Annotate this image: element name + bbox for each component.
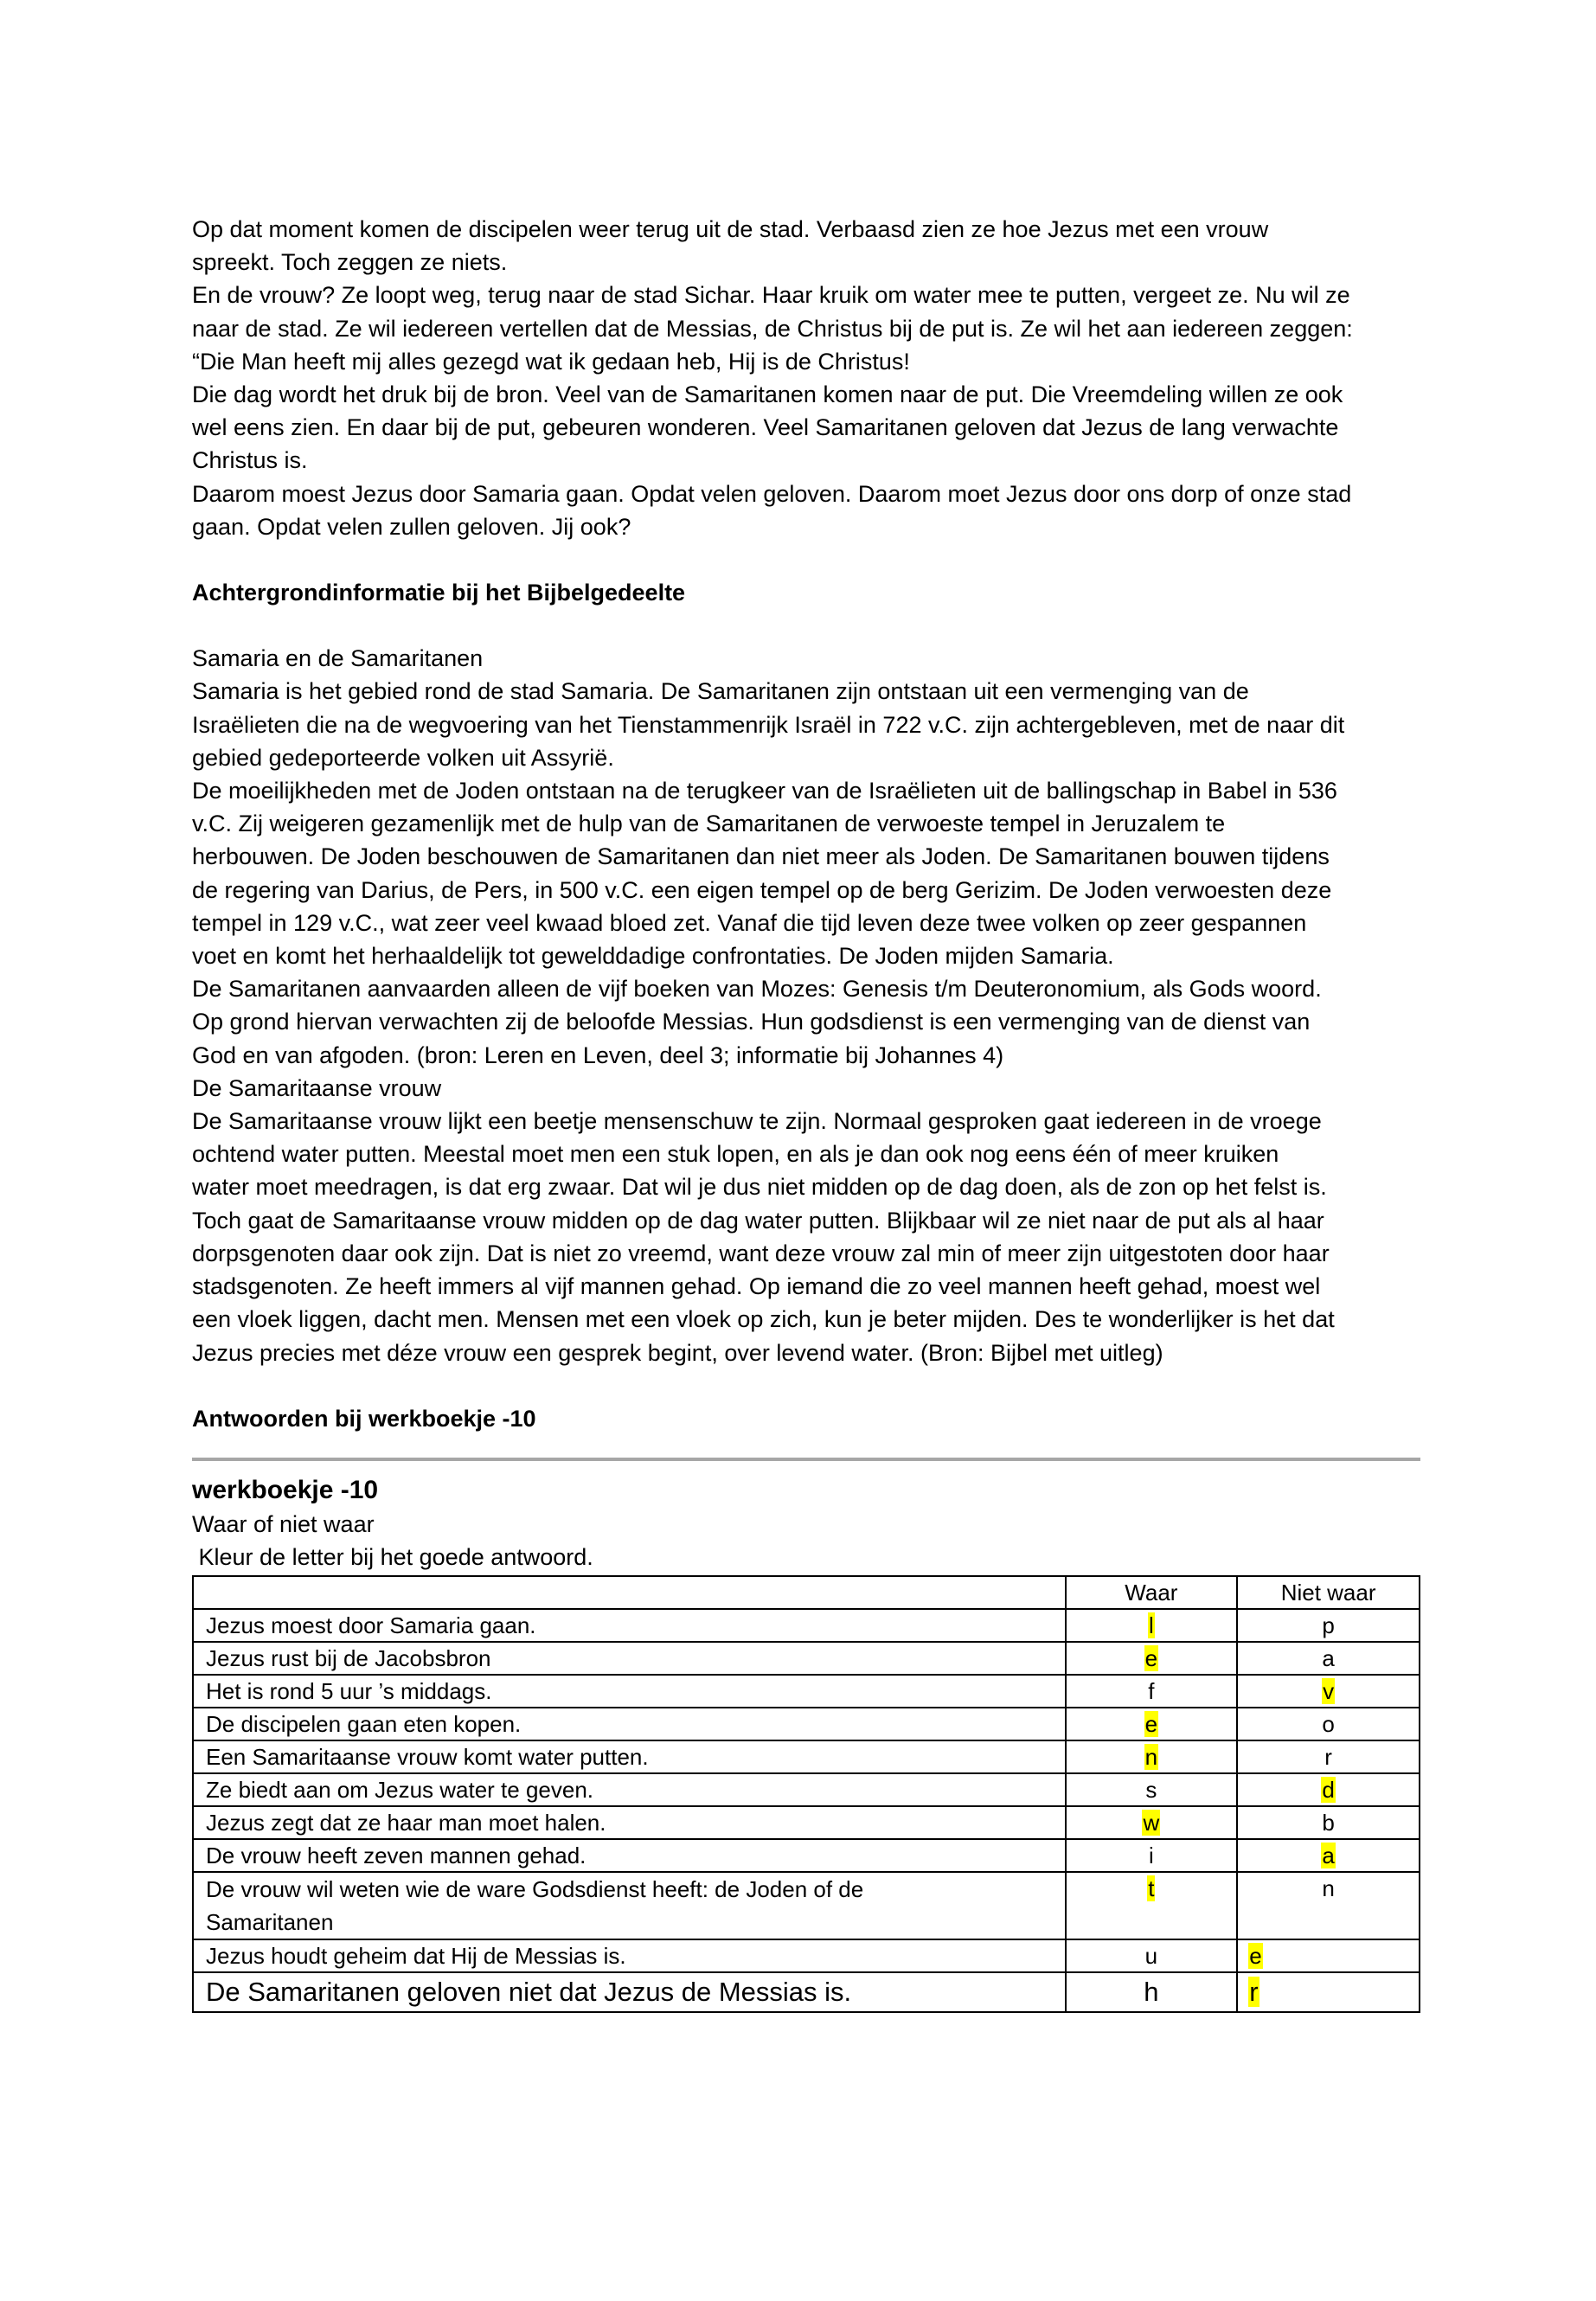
text-line: tempel in 129 v.C., wat zeer veel kwaad bloed zet. Vanaf die tijd leven deze twee volken op zeer gespannen — [192, 909, 1307, 936]
niet-waar-cell[interactable]: r — [1237, 1740, 1420, 1773]
table-row — [193, 1708, 1420, 1740]
text-line: naar de stad. Ze wil iedereen vertellen dat de Messias, de Christus bij de put is. Ze wil het aan iedereen zeggen: — [192, 315, 1353, 342]
statement-cell: De discipelen gaan eten kopen. — [193, 1708, 1066, 1740]
statement-cell — [193, 1872, 1066, 1939]
document-page — [192, 213, 1420, 2013]
statement-cell: Jezus houdt geheim dat Hij de Messias is. — [193, 1939, 1066, 1972]
niet-waar-cell[interactable]: o — [1237, 1708, 1420, 1740]
highlighted-letter: e — [1144, 1645, 1158, 1672]
text-line: Israëlieten die na de wegvoering van het Tienstammenrijk Israël in 722 v.C. zijn achtergebleven, met de naar dit — [192, 711, 1345, 738]
highlighted-letter: w — [1143, 1810, 1160, 1836]
statement-line: De vrouw wil weten wie de ware Godsdienst heeft: de Joden of de — [206, 1876, 864, 1903]
waar-cell[interactable] — [1066, 1806, 1238, 1839]
table-row — [193, 1972, 1420, 2012]
statement-cell: Jezus zegt dat ze haar man moet halen. — [193, 1806, 1066, 1839]
waar-cell[interactable] — [1066, 1872, 1238, 1939]
waar-cell[interactable]: u — [1066, 1939, 1238, 1972]
waar-cell[interactable]: f — [1066, 1675, 1238, 1708]
background-section — [192, 642, 1420, 1368]
waar-cell[interactable]: h — [1066, 1972, 1238, 2012]
text-line: Daarom moest Jezus door Samaria gaan. Opdat velen geloven. Daarom moet Jezus door ons dorp of onze stad — [192, 480, 1352, 507]
statement-cell: Jezus moest door Samaria gaan. — [193, 1609, 1066, 1642]
text-line: Die dag wordt het druk bij de bron. Veel van de Samaritanen komen naar de put. Die Vreemdeling willen ze ook — [192, 381, 1343, 408]
text-line: gebied gedeporteerde volken uit Assyrië. — [192, 744, 614, 771]
highlighted-letter: a — [1322, 1843, 1335, 1869]
text-line: spreekt. Toch zeggen ze niets. — [192, 249, 508, 276]
text-line: dorpsgenoten daar ook zijn. Dat is niet zo vreemd, want deze vrouw zal min of meer zijn uitgestoten door haar — [192, 1240, 1330, 1266]
text-line: water moet meedragen, is dat erg zwaar. Dat wil je dus niet midden op de dag doen, als de zon op het felst is. — [192, 1174, 1327, 1201]
text-line: herbouwen. De Joden beschouwen de Samaritanen dan niet meer als Joden. De Samaritanen bouwen tijdens — [192, 843, 1330, 870]
text-line: voet en komt het herhaaldelijk tot gewelddadige confrontaties. De Joden mijden Samaria. — [192, 943, 1114, 970]
waar-cell[interactable] — [1066, 1740, 1238, 1773]
workbook-instruction: Kleur de letter bij het goede antwoord. — [192, 1544, 593, 1571]
text-line: De Samaritaanse vrouw lijkt een beetje mensenschuw te zijn. Normaal gesproken gaat iedereen in de vroege — [192, 1108, 1322, 1135]
niet-waar-cell[interactable] — [1237, 1675, 1420, 1708]
table-row — [193, 1675, 1420, 1708]
statement-cell: Een Samaritaanse vrouw komt water putten. — [193, 1740, 1066, 1773]
text-line: Toch gaat de Samaritaanse vrouw midden op de dag water putten. Blijkbaar wil ze niet naar de put als al haar — [192, 1207, 1324, 1234]
highlighted-letter: e — [1144, 1711, 1158, 1738]
statement-cell: De vrouw heeft zeven mannen gehad. — [193, 1839, 1066, 1872]
answers-heading: Antwoorden bij werkboekje -10 — [192, 1405, 536, 1432]
table-row — [193, 1740, 1420, 1773]
waar-cell[interactable]: i — [1066, 1839, 1238, 1872]
table-row — [193, 1642, 1420, 1675]
table-header-row — [193, 1576, 1420, 1609]
table-row — [193, 1773, 1420, 1806]
niet-waar-cell[interactable] — [1237, 1839, 1420, 1872]
table-row — [193, 1872, 1420, 1939]
text-line: Op grond hiervan verwachten zij de beloofde Messias. Hun godsdienst is een vermenging van de dienst van — [192, 1009, 1311, 1035]
highlighted-letter: e — [1249, 1943, 1262, 1970]
text-line: Christus is. — [192, 447, 308, 474]
background-heading: Achtergrondinformatie bij het Bijbelgedeelte — [192, 580, 686, 606]
text-line: stadsgenoten. Ze heeft immers al vijf mannen gehad. Op iemand die zo veel mannen heeft gehad, moest wel — [192, 1273, 1321, 1300]
waar-cell[interactable] — [1066, 1708, 1238, 1740]
workbook-title: werkboekje -10 — [192, 1475, 379, 1504]
niet-waar-cell[interactable] — [1237, 1773, 1420, 1806]
text-line: Jezus precies met déze vrouw een gesprek begint, over levend water. (Bron: Bijbel met uitleg) — [192, 1339, 1163, 1366]
niet-waar-cell[interactable] — [1237, 1939, 1420, 1972]
workbook-subtitle: Waar of niet waar — [192, 1510, 375, 1537]
table-row — [193, 1939, 1420, 1972]
statement-line: Samaritanen — [206, 1909, 334, 1936]
statement-cell: Jezus rust bij de Jacobsbron — [193, 1642, 1066, 1675]
text-line: Op dat moment komen de discipelen weer terug uit de stad. Verbaasd zien ze hoe Jezus met een vrouw — [192, 216, 1269, 242]
table-row — [193, 1839, 1420, 1872]
highlighted-letter: n — [1144, 1744, 1158, 1771]
table-row — [193, 1806, 1420, 1839]
text-line: wel eens zien. En daar bij de put, gebeuren wonderen. Veel Samaritanen geloven dat Jezus de lang verwachte — [192, 414, 1339, 441]
highlighted-letter: v — [1323, 1678, 1335, 1705]
text-line: de regering van Darius, de Pers, in 500 v.C. een eigen tempel op de berg Gerizim. De Joden verwoesten deze — [192, 876, 1332, 903]
text-line: En de vrouw? Ze loopt weg, terug naar de stad Sichar. Haar kruik om water mee te putten, vergeet ze. Nu wil ze — [192, 282, 1350, 309]
header-niet-waar: Niet waar — [1237, 1576, 1420, 1609]
statement-cell: De Samaritanen geloven niet dat Jezus de Messias is. — [193, 1972, 1066, 2012]
text-line: v.C. Zij weigeren gezamenlijk met de hulp van de Samaritanen de verwoeste tempel in Jeruzalem te — [192, 811, 1226, 837]
text-line: ochtend water putten. Meestal moet men een stuk lopen, en als je dan ook nog eens één of meer kruiken — [192, 1141, 1279, 1168]
table-row — [193, 1609, 1420, 1642]
true-false-table — [192, 1575, 1420, 2013]
niet-waar-cell[interactable]: p — [1237, 1609, 1420, 1642]
niet-waar-cell[interactable]: b — [1237, 1806, 1420, 1839]
highlighted-letter: r — [1249, 1977, 1259, 2008]
niet-waar-cell[interactable]: n — [1237, 1872, 1420, 1939]
statement-cell: Ze biedt aan om Jezus water te geven. — [193, 1773, 1066, 1806]
text-line: een vloek liggen, dacht men. Mensen met een vloek op zich, kun je beter mijden. Des te wonderlijker is het dat — [192, 1306, 1335, 1333]
highlighted-letter: l — [1148, 1612, 1154, 1639]
text-line: De moeilijkheden met de Joden ontstaan na de terugkeer van de Israëlieten uit de ballingschap in Babel in 536 — [192, 778, 1337, 804]
text-line: God en van afgoden. (bron: Leren en Leven, deel 3; informatie bij Johannes 4) — [192, 1042, 1004, 1068]
highlighted-letter: d — [1322, 1777, 1335, 1804]
waar-cell[interactable]: s — [1066, 1773, 1238, 1806]
header-waar: Waar — [1066, 1576, 1238, 1609]
text-line: “Die Man heeft mij alles gezegd wat ik gedaan heb, Hij is de Christus! — [192, 348, 910, 375]
text-line: Samaria en de Samaritanen — [192, 645, 484, 672]
waar-cell[interactable] — [1066, 1642, 1238, 1675]
waar-cell[interactable] — [1066, 1609, 1238, 1642]
text-line: gaan. Opdat velen zullen geloven. Jij ook? — [192, 513, 631, 540]
text-line: De Samaritaanse vrouw — [192, 1074, 442, 1101]
statement-cell: Het is rond 5 uur ’s middags. — [193, 1675, 1066, 1708]
text-line: Samaria is het gebied rond de stad Samaria. De Samaritanen zijn ontstaan uit een vermenging van de — [192, 678, 1249, 705]
header-empty-cell — [193, 1576, 1066, 1609]
niet-waar-cell[interactable] — [1237, 1972, 1420, 2012]
section-divider — [192, 1458, 1420, 1461]
story-section — [192, 213, 1420, 543]
niet-waar-cell[interactable]: a — [1237, 1642, 1420, 1675]
text-line: De Samaritanen aanvaarden alleen de vijf boeken van Mozes: Genesis t/m Deuteronomium, als Gods woord. — [192, 976, 1322, 1003]
highlighted-letter: t — [1148, 1875, 1155, 1902]
